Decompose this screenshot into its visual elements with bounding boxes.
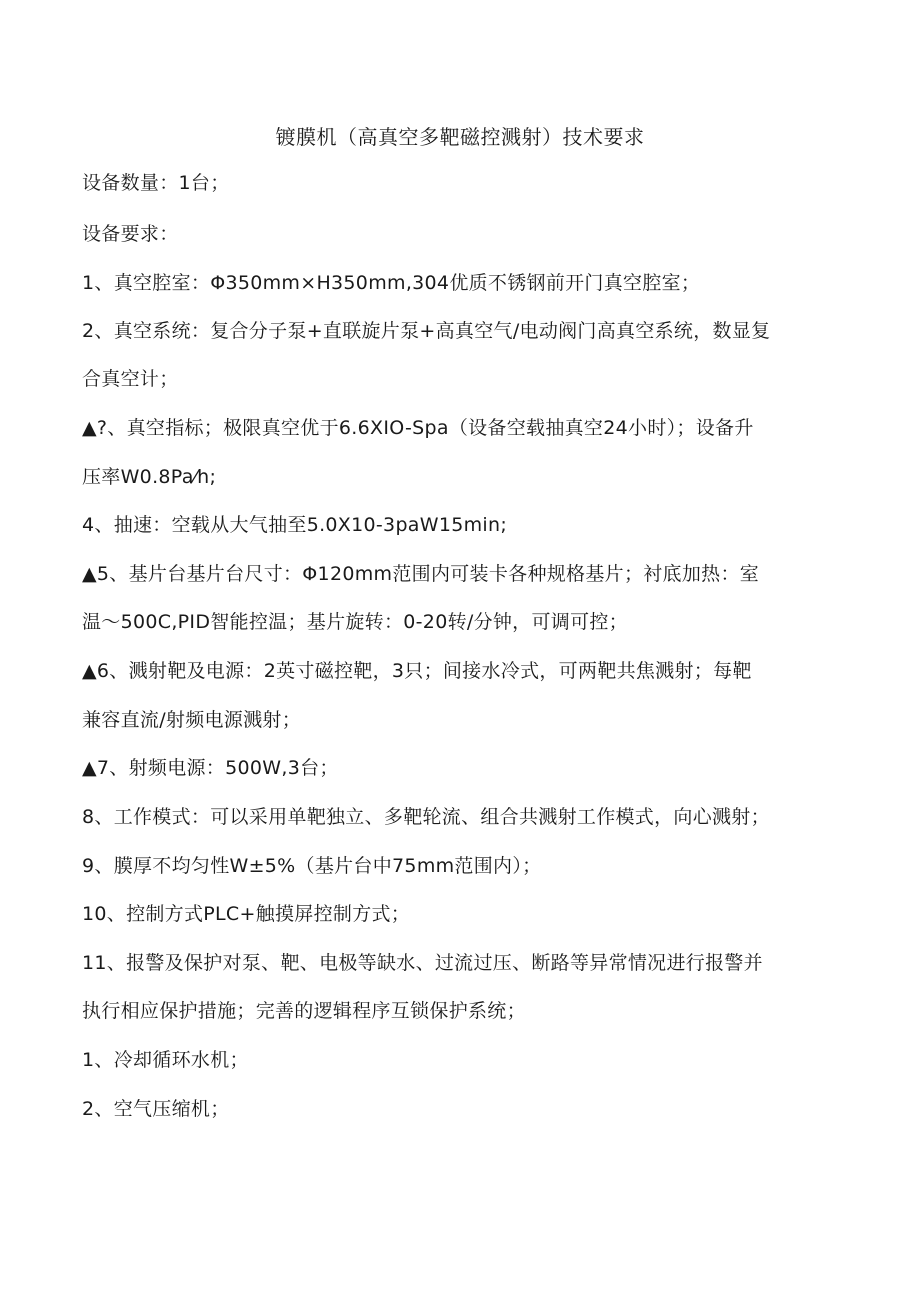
requirement-line: 8、工作模式：可以采用单靶独立、多靶轮流、组合共溅射工作模式，向心溅射； (82, 806, 770, 828)
requirement-line: ▲6、溅射靶及电源：2英寸磁控靶，3只；间接水冷式，可两靶共焦溅射；每靶 (82, 660, 752, 682)
equipment-quantity: 设备数量：1台； (82, 172, 230, 194)
requirement-line: 执行相应保护措施；完善的逻辑程序互锁保护系统； (82, 1000, 526, 1022)
requirement-line: 11、报警及保护对泵、靶、电极等缺水、过流过压、断路等异常情况进行报警并 (82, 952, 763, 974)
requirement-line: 10、控制方式PLC+触摸屏控制方式； (82, 903, 411, 925)
accessory-line: 1、冷却循环水机； (82, 1049, 249, 1071)
requirement-line: 压率W0.8Pa⁄h; (82, 466, 217, 488)
equipment-requirements-heading: 设备要求： (82, 223, 179, 245)
requirement-line: ▲?、真空指标；极限真空优于6.6XIO-Spa（设备空载抽真空24小时）；设备升 (82, 417, 754, 439)
requirement-line: ▲7、射频电源：500W,3台； (82, 757, 339, 779)
requirement-line: 温～500C,PID智能控温；基片旋转：0-20转/分钟，可调可控； (82, 611, 628, 633)
requirement-line: 兼容直流/射频电源溅射； (82, 709, 302, 731)
accessory-line: 2、空气压缩机； (82, 1098, 230, 1120)
requirement-line: 合真空计； (82, 368, 179, 390)
requirement-line: ▲5、基片台基片台尺寸：Φ120mm范围内可装卡各种规格基片；衬底加热：室 (82, 563, 760, 585)
document-title: 镀膜机（高真空多靶磁控溅射）技术要求 (275, 125, 645, 149)
requirement-line: 2、真空系统：复合分子泵+直联旋片泵+高真空气/电动阀门高真空系统，数显复 (82, 320, 771, 342)
requirement-line: 4、抽速：空载从大气抽至5.0X10-3paW15min; (82, 514, 508, 536)
requirement-line: 1、真空腔室：Φ350mm×H350mm,304优质不锈钢前开门真空腔室； (82, 272, 701, 294)
requirement-line: 9、膜厚不均匀性W±5%（基片台中75mm范围内）； (82, 855, 542, 877)
